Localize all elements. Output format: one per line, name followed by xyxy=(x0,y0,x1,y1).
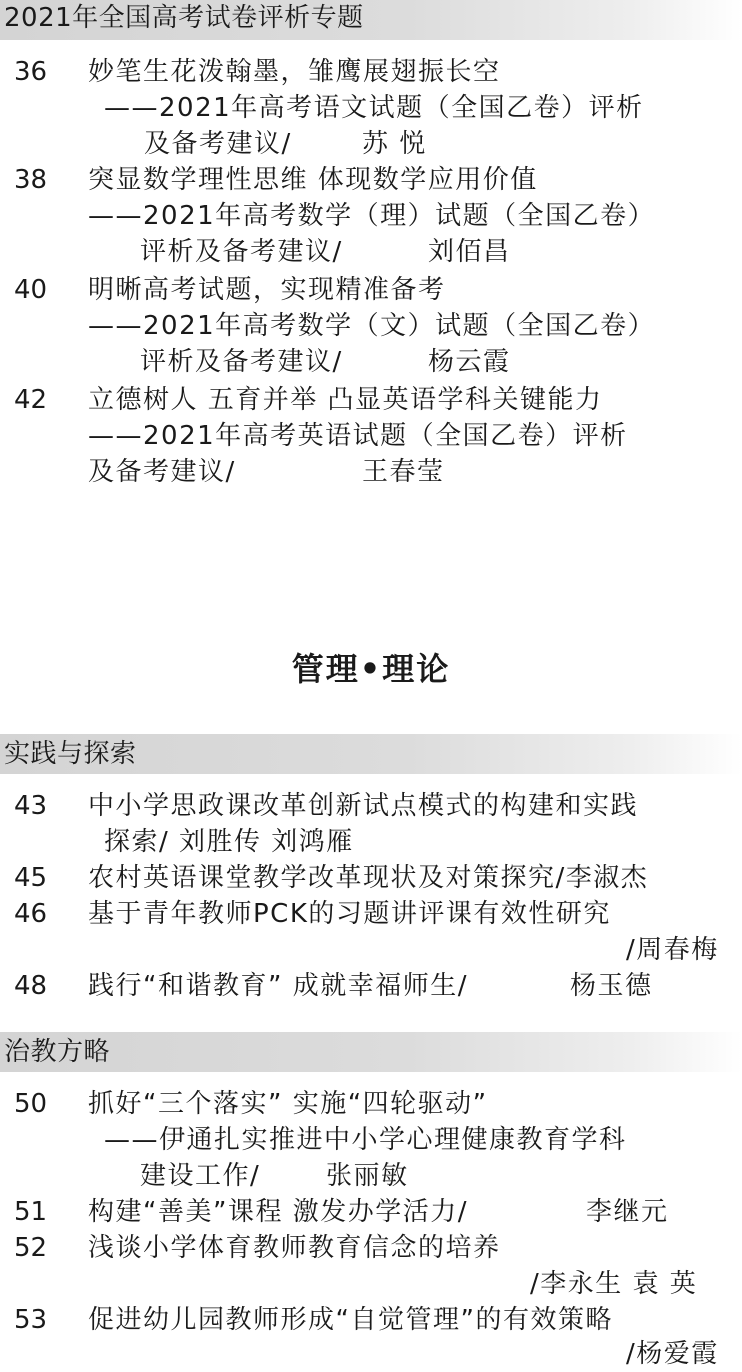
article-subtitle: ——2021年高考数学（理）试题（全国乙卷） xyxy=(88,201,656,231)
author: /李永生 袁 英 xyxy=(530,1269,698,1299)
article-subtitle-cont: 评析及备考建议/ xyxy=(140,347,343,377)
page-number: 43 xyxy=(14,791,48,821)
article-subtitle: ——2021年高考语文试题（全国乙卷）评析 xyxy=(104,93,644,123)
article-subtitle: ——伊通扎实推进中小学心理健康教育学科 xyxy=(104,1125,627,1155)
author: /杨爱霞 xyxy=(626,1339,719,1369)
section-header-practice xyxy=(0,734,742,774)
article-title: 明晰高考试题，实现精准备考 xyxy=(88,275,446,305)
article-title: 促进幼儿园教师形成“自觉管理”的有效策略 xyxy=(88,1305,613,1335)
author: 王春莹 xyxy=(362,457,445,487)
article-title-author: 农村英语课堂教学改革现状及对策探究/李淑杰 xyxy=(88,863,649,893)
article-title: 抓好“三个落实” 实施“四轮驱动” xyxy=(88,1089,488,1119)
author: 张丽敏 xyxy=(326,1161,409,1191)
article-title: 突显数学理性思维 体现数学应用价值 xyxy=(88,165,538,195)
section-title: 实践与探索 xyxy=(4,739,137,769)
author: /周春梅 xyxy=(626,935,719,965)
article-subtitle-cont: 建设工作/ xyxy=(140,1161,261,1191)
article-title: 践行“和谐教育” 成就幸福师生/ xyxy=(88,971,468,1001)
page-number: 45 xyxy=(14,863,48,893)
page-number: 52 xyxy=(14,1233,48,1263)
author: 苏 悦 xyxy=(362,129,427,159)
part-title: 管理•理论 xyxy=(291,650,451,688)
author: 杨玉德 xyxy=(570,971,653,1001)
article-subtitle-cont: 评析及备考建议/ xyxy=(140,237,343,267)
author: 刘佰昌 xyxy=(428,237,511,267)
article-title: 浅谈小学体育教师教育信念的培养 xyxy=(88,1233,501,1263)
article-title: 中小学思政课改革创新试点模式的构建和实践 xyxy=(88,791,639,821)
page-number: 36 xyxy=(14,57,48,87)
page-number: 50 xyxy=(14,1089,48,1119)
section-header-exam-review xyxy=(0,0,742,40)
page-number: 40 xyxy=(14,275,48,305)
article-title-cont-author: 探索/ 刘胜传 刘鸿雁 xyxy=(104,827,354,857)
page-number: 38 xyxy=(14,165,48,195)
article-subtitle-cont: 及备考建议/ xyxy=(88,457,236,487)
page-number: 51 xyxy=(14,1197,48,1227)
article-title: 立德树人 五育并举 凸显英语学科关键能力 xyxy=(88,385,603,415)
section-title: 治教方略 xyxy=(4,1037,111,1067)
article-subtitle-cont: 及备考建议/ xyxy=(144,129,292,159)
article-title: 基于青年教师PCK的习题讲评课有效性研究 xyxy=(88,899,611,929)
author: 杨云霞 xyxy=(428,347,511,377)
article-title: 构建“善美”课程 激发办学活力/ xyxy=(88,1197,468,1227)
page-number: 42 xyxy=(14,385,48,415)
page-number: 46 xyxy=(14,899,48,929)
page-number: 48 xyxy=(14,971,48,1001)
article-subtitle: ——2021年高考英语试题（全国乙卷）评析 xyxy=(88,421,628,451)
article-subtitle: ——2021年高考数学（文）试题（全国乙卷） xyxy=(88,311,656,341)
section-header-strategy xyxy=(0,1032,742,1072)
article-title: 妙笔生花泼翰墨，雏鹰展翅振长空 xyxy=(88,57,501,87)
author: 李继元 xyxy=(586,1197,669,1227)
page-number: 53 xyxy=(14,1305,48,1335)
section-title: 2021年全国高考试卷评析专题 xyxy=(4,3,364,33)
